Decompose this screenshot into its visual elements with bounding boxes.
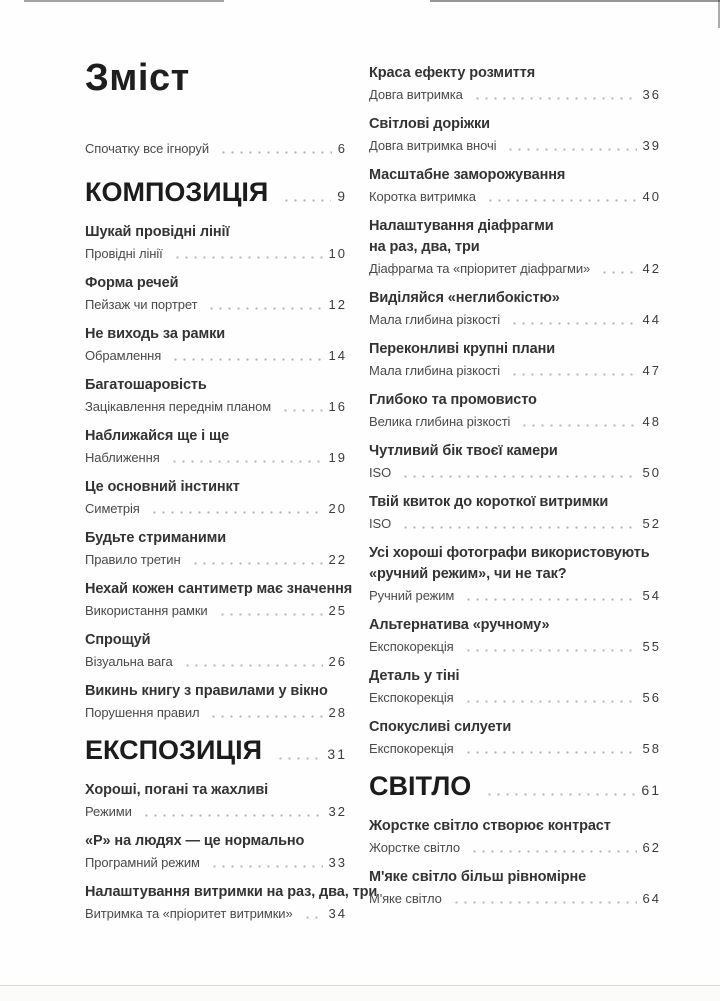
toc-entry-subtitle: Зацікавлення переднім планом (85, 399, 272, 414)
toc-column-right (369, 56, 661, 933)
toc-leader-row (369, 411, 661, 433)
page-title: Зміст (85, 57, 190, 99)
toc-section-header (85, 176, 347, 208)
toc-section-header (85, 734, 347, 766)
dot-leader (520, 411, 636, 433)
toc-entry-subtitle: Мала глибина різкості (369, 312, 501, 327)
dot-leader (506, 135, 636, 157)
toc-leader-row (85, 447, 347, 469)
toc-entry (369, 441, 661, 484)
toc-leader-row (369, 84, 661, 106)
dot-leader (173, 243, 323, 265)
toc-entry-title: Переконливі крупні плани (369, 341, 556, 357)
dot-leader (210, 852, 323, 874)
dot-leader (142, 801, 323, 823)
page-number: 6 (337, 141, 347, 156)
scan-artifact-top-right (430, 0, 720, 2)
toc-entry (369, 816, 661, 859)
toc-entry-subtitle: Мала глибина різкості (369, 363, 501, 378)
toc-section-title: СВІТЛО (369, 771, 472, 801)
toc-entry-title: Чутливий бік твоєї камери (369, 443, 558, 459)
toc-entry-title: Глибоко та промовисто (369, 392, 537, 408)
toc-leader-row (369, 135, 661, 157)
toc-entry (369, 390, 661, 433)
toc-entry (85, 579, 353, 622)
toc-section-header (369, 770, 661, 802)
toc-entry-subtitle: Наближення (85, 450, 160, 465)
toc-entry-title: Спрощуй (85, 632, 151, 648)
toc-entry-subtitle: Експокорекція (369, 741, 454, 756)
toc-entry-subtitle: Візуальна вага (85, 654, 173, 669)
toc-entry-subtitle: Коротка витримка (369, 189, 476, 204)
page-number: 33 (328, 855, 347, 870)
dot-leader (464, 687, 637, 709)
toc-entry-title: Спокусливі силуети (369, 719, 512, 735)
toc-entry-title: Світлові доріжки (369, 116, 490, 132)
dot-leader (401, 513, 636, 535)
toc-entry (85, 324, 347, 367)
page-number: 62 (642, 840, 661, 855)
toc-entry-subtitle: Експокорекція (369, 639, 454, 654)
toc-entry (369, 288, 661, 331)
page-number: 31 (327, 746, 347, 762)
page-number: 55 (642, 639, 661, 654)
page-number: 14 (328, 348, 347, 363)
toc-entry-title: Краса ефекту розмиття (369, 65, 536, 81)
toc-entry-subtitle: Ручний режим (369, 588, 455, 603)
toc-leader-row (369, 738, 661, 760)
toc-entry-subtitle: Програмний режим (85, 855, 200, 870)
page-number: 36 (642, 87, 661, 102)
toc-entry-subtitle: Режими (85, 804, 132, 819)
toc-entry (85, 528, 347, 571)
toc-entry-title: Нехай кожен сантиметр має значення (85, 581, 353, 597)
dot-leader (464, 738, 637, 760)
toc-entry-title: Багатошаровість (85, 377, 207, 393)
dot-leader (510, 309, 636, 331)
toc-entry-subtitle: ISO (369, 465, 392, 480)
toc-leader-row (85, 138, 347, 160)
page-number: 39 (642, 138, 661, 153)
page-number: 32 (328, 804, 347, 819)
toc-leader-row (85, 903, 347, 925)
dot-leader (170, 447, 323, 469)
toc-leader-row (369, 186, 661, 208)
toc-leader-row (369, 360, 661, 382)
toc-leader-row (369, 837, 661, 859)
toc-entry-subtitle: Провідні лінії (85, 246, 163, 261)
page-number: 42 (642, 261, 661, 276)
dot-leader (276, 734, 321, 766)
page-number: 64 (642, 891, 661, 906)
toc-entry-subtitle: Обрамлення (85, 348, 162, 363)
toc-leader-row (85, 498, 347, 520)
page-number: 22 (328, 552, 347, 567)
page-number: 47 (642, 363, 661, 378)
dot-leader (486, 186, 637, 208)
toc-entry-title: Шукай провідні лінії (85, 224, 230, 240)
dot-leader (473, 84, 637, 106)
toc-entry-subtitle: Порушення правил (85, 705, 200, 720)
toc-leader-row (85, 702, 347, 724)
page-number: 12 (328, 297, 347, 312)
toc-entry-subtitle: Використання рамки (85, 603, 208, 618)
page-number: 44 (642, 312, 661, 327)
dot-leader (510, 360, 636, 382)
toc-entry (85, 882, 378, 925)
dot-leader (209, 702, 322, 724)
toc-entry-title: «ручний режим», чи не так? (369, 566, 567, 582)
toc-entry (85, 426, 347, 469)
toc-entry-title: Це основний інстинкт (85, 479, 240, 495)
toc-section-title: КОМПОЗИЦІЯ (85, 177, 269, 207)
page-number: 48 (642, 414, 661, 429)
toc-entry-subtitle: М'яке світло (369, 891, 442, 906)
toc-leader-row (85, 294, 347, 316)
toc-entry-subtitle: Пейзаж чи портрет (85, 297, 198, 312)
toc-entry-title: Жорстке світло створює контраст (369, 818, 611, 834)
toc-entry-subtitle: Велика глибина різкості (369, 414, 511, 429)
toc-leader-row (369, 462, 661, 484)
page-number: 10 (328, 246, 347, 261)
toc-entry-title: на раз, два, три (369, 239, 480, 255)
dot-leader (452, 888, 637, 910)
toc-leader-row (369, 585, 661, 607)
page-number: 28 (328, 705, 347, 720)
toc-leader-row (85, 852, 347, 874)
page-number: 56 (642, 690, 661, 705)
toc-leader-row (85, 396, 347, 418)
toc-entry-title: Викинь книгу з правилами у вікно (85, 683, 328, 699)
toc-entry-subtitle: Симетрія (85, 501, 140, 516)
toc-entry (369, 114, 661, 157)
dot-leader (183, 651, 323, 673)
toc-entry-title: Деталь у тіні (369, 668, 460, 684)
toc-intro-label: Спочатку все ігноруй (85, 141, 209, 156)
toc-entry-title: Твій квиток до короткої витримки (369, 494, 609, 510)
toc-leader-row (85, 243, 347, 265)
toc-entry (85, 222, 347, 265)
toc-entry (369, 63, 661, 106)
dot-leader (282, 176, 331, 208)
toc-entry (369, 165, 661, 208)
dot-leader (401, 462, 636, 484)
toc-entry (369, 339, 661, 382)
toc-entry-subtitle: Витримка та «пріоритет витримки» (85, 906, 293, 921)
toc-entry (85, 681, 347, 724)
dot-leader (218, 600, 323, 622)
toc-leader-row (369, 258, 661, 280)
toc-entry-title: Налаштування витримки на раз, два, три (85, 884, 378, 900)
dot-leader (207, 294, 322, 316)
page-number: 19 (328, 450, 347, 465)
toc-column-left (85, 56, 378, 933)
dot-leader (191, 549, 323, 571)
page-number: 50 (642, 465, 661, 480)
dot-leader (150, 498, 323, 520)
toc-entry-title: Наближайся ще і ще (85, 428, 230, 444)
toc-entry (85, 780, 347, 823)
toc-entry (369, 543, 661, 607)
toc-entry-subtitle: Довга витримка вночі (369, 138, 497, 153)
toc-entry (85, 831, 347, 874)
toc-leader-row (85, 549, 347, 571)
toc-entry-title: Альтернатива «ручному» (369, 617, 550, 633)
toc-entry-subtitle: Експокорекція (369, 690, 454, 705)
toc-leader-row (85, 651, 347, 673)
toc-entry (85, 477, 347, 520)
page-number: 9 (337, 188, 347, 204)
page-number: 40 (642, 189, 661, 204)
toc-section-title: ЕКСПОЗИЦІЯ (85, 735, 262, 765)
dot-leader (281, 396, 322, 418)
toc-leader-row (369, 687, 661, 709)
toc-entry-title: Виділяйся «неглибокістю» (369, 290, 560, 306)
toc-entry-subtitle: ISO (369, 516, 392, 531)
toc-entry-subtitle: Жорстке світло (369, 840, 460, 855)
toc-entry-title: Не виходь за рамки (85, 326, 226, 342)
page-number: 16 (328, 399, 347, 414)
toc-leader-row (85, 345, 347, 367)
dot-leader (464, 585, 636, 607)
page-number: 58 (642, 741, 661, 756)
toc-entry-title: Будьте стриманими (85, 530, 227, 546)
dot-leader (464, 636, 637, 658)
toc-entry-subtitle: Правило третин (85, 552, 181, 567)
toc-entry (369, 717, 661, 760)
toc-entry (369, 666, 661, 709)
toc-leader-row (369, 888, 661, 910)
dot-leader (303, 903, 323, 925)
page-number: 54 (642, 588, 661, 603)
page-number: 34 (328, 906, 347, 921)
page-number: 26 (328, 654, 347, 669)
toc-entry (85, 630, 347, 673)
toc-entry-title: Усі хороші фотографи використовують (369, 545, 650, 561)
toc-entry (369, 615, 661, 658)
toc-entry-subtitle: Діафрагма та «пріоритет діафрагми» (369, 261, 591, 276)
toc-entry-title: М'яке світло більш рівномірне (369, 869, 587, 885)
toc-entry-title: Хороші, погані та жахливі (85, 782, 269, 798)
page-number: 25 (328, 603, 347, 618)
page-number: 20 (328, 501, 347, 516)
toc-leader-row (369, 309, 661, 331)
toc-entry (85, 375, 347, 418)
toc-entry-title: Масштабне заморожування (369, 167, 566, 183)
toc-leader-row (85, 801, 347, 823)
toc-entry-subtitle: Довга витримка (369, 87, 463, 102)
toc-leader-row (85, 600, 347, 622)
scan-artifact-top-left (24, 0, 224, 2)
page-bottom-edge (0, 985, 720, 1001)
page-number: 52 (642, 516, 661, 531)
dot-leader (600, 258, 636, 280)
toc-entry-title: Форма речей (85, 275, 179, 291)
toc-entry-title: Налаштування діафрагми (369, 218, 554, 234)
toc-leader-row (369, 513, 661, 535)
toc-entry (85, 273, 347, 316)
toc-entry-title: «Р» на людях — це нормально (85, 833, 305, 849)
toc-entry (369, 867, 661, 910)
dot-leader (485, 770, 635, 802)
toc-entry (369, 492, 661, 535)
toc-entry (369, 216, 661, 280)
dot-leader (470, 837, 637, 859)
page-number: 61 (641, 782, 661, 798)
dot-leader (219, 138, 332, 160)
dot-leader (171, 345, 322, 367)
toc-leader-row (369, 636, 661, 658)
toc-intro-entry (85, 138, 347, 160)
